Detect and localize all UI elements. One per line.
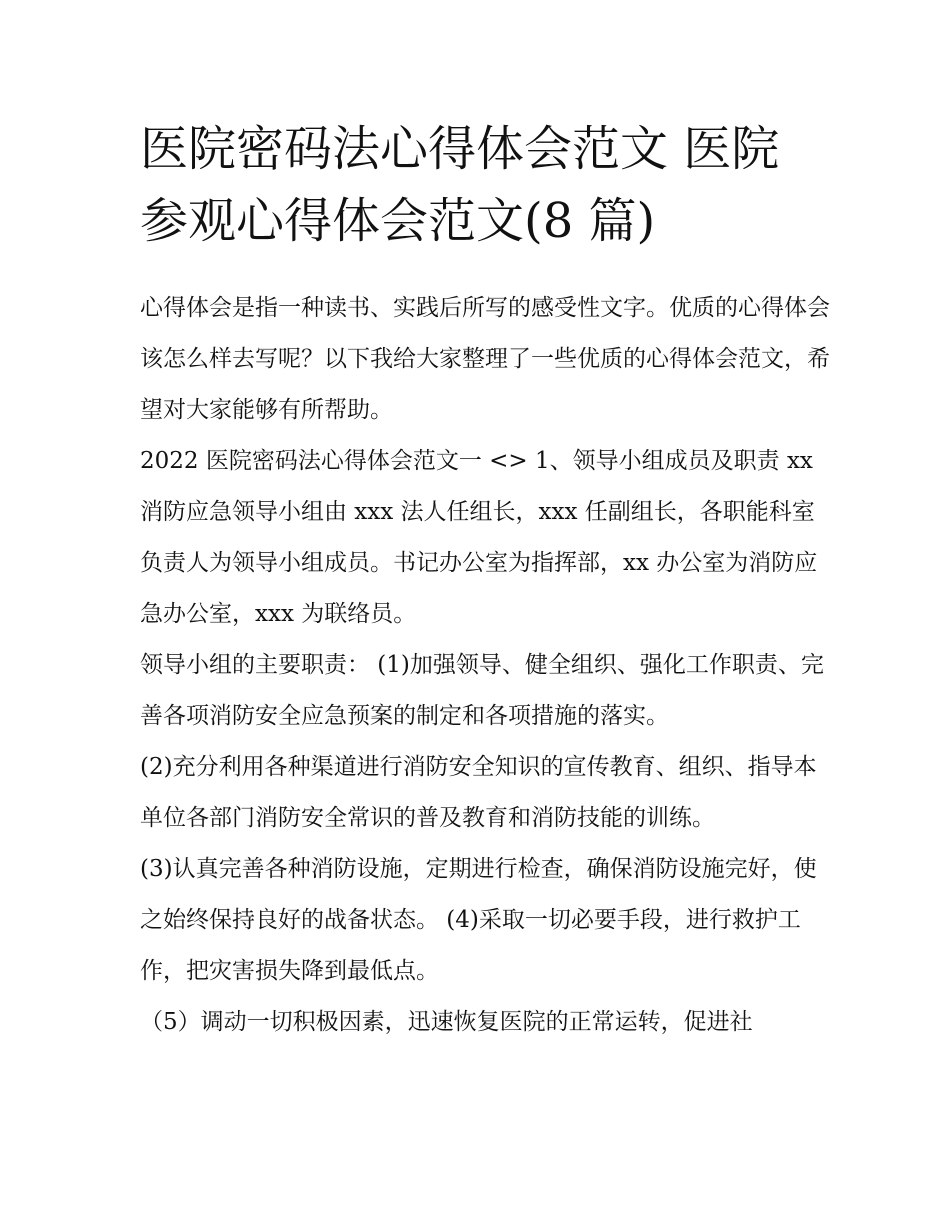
document-title <box>140 113 840 257</box>
paragraph-duty-2: (2)充分利用各种渠道进行消防安全知识的宣传教育、组织、指导本单位各部门消防安全常识的普及教育和消防技能的训练。 <box>140 754 817 831</box>
paragraph-main-duties: 领导小组的主要职责： (1)加强领导、健全组织、强化工作职责、完善各项消防安全应急预案的制定和各项措施的落实。 <box>140 652 824 729</box>
paragraph-duty-3-4: (3)认真完善各种消防设施，定期进行检查，确保消防设施完好，使之始终保持良好的战备状态。 (4)采取一切必要手段，进行救护工作，把灾害损失降到最低点。 <box>140 856 817 984</box>
paragraph-duty-5: （5）调动一切积极因素，迅速恢复医院的正常运转，促进社 <box>140 1009 753 1035</box>
title-line-2: 参观心得体会范文(8 篇) <box>140 193 656 249</box>
paragraph-intro: 心得体会是指一种读书、实践后所写的感受性文字。优质的心得体会该怎么样去写呢？以下我给大家整理了一些优质的心得体会范文，希望对大家能够有所帮助。 <box>140 295 830 423</box>
paragraph-leadership-group: 2022 医院密码法心得体会范文一 <> 1、领导小组成员及职责 xx 消防应急领导小组由 xxx 法人任组长，xxx 任副组长，各职能科室负责人为领导小组成员。书记办公室为指挥部，xx 办公室为消防应急办公室，xxx 为联络员。 <box>140 448 818 627</box>
title-line-1: 医院密码法心得体会范文 医院 <box>140 121 780 177</box>
document-body <box>140 283 830 1048</box>
